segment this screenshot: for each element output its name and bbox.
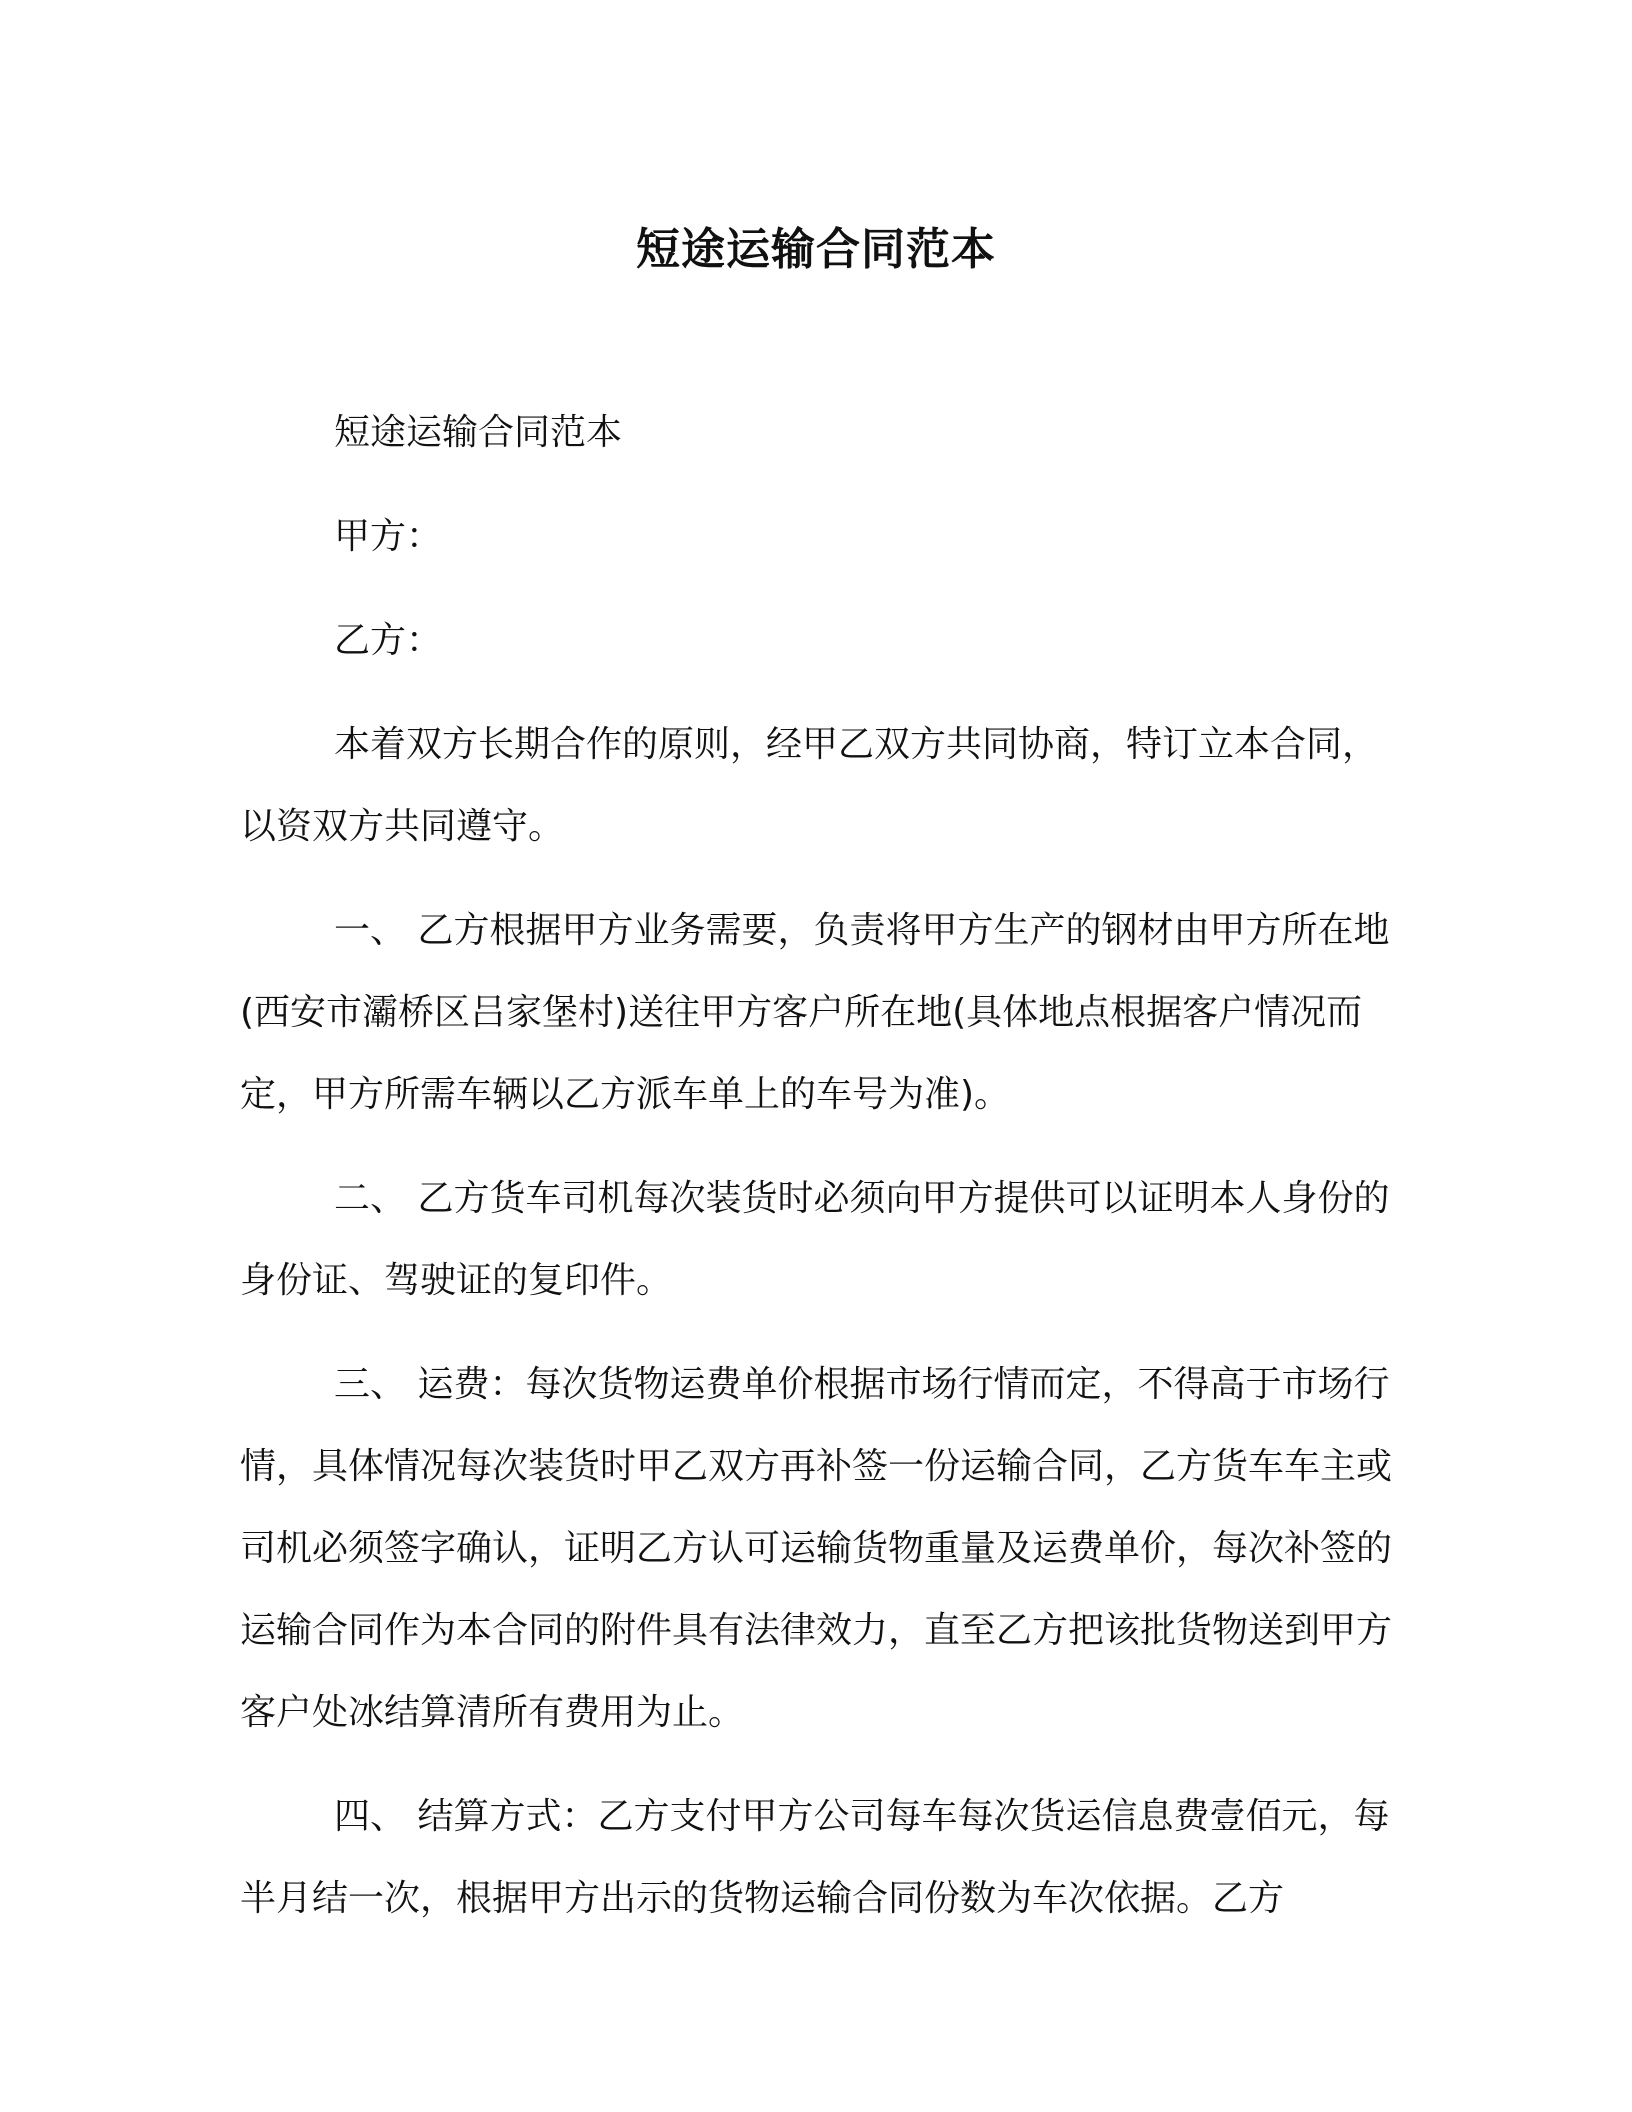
paragraph-clause-1: 一、 乙方根据甲方业务需要，负责将甲方生产的钢材由甲方所在地(西安市灞桥区吕家堡村)送往甲方客户所在地(具体地点根据客户情况而定，甲方所需车辆以乙方派车单上的车号为准)。 bbox=[240, 910, 1390, 1115]
paragraph-party-a: 甲方： bbox=[334, 516, 443, 557]
document-title: 短途运输合同范本 bbox=[636, 224, 996, 275]
document-body bbox=[240, 392, 1402, 1962]
paragraph-clause-2: 二、 乙方货车司机每次装货时必须向甲方提供可以证明本人身份的身份证、驾驶证的复印件。 bbox=[240, 1178, 1390, 1301]
paragraph-heading: 短途运输合同范本 bbox=[334, 412, 623, 453]
paragraph-clause-3: 三、 运费：每次货物运费单价根据市场行情而定，不得高于市场行情，具体情况每次装货时甲乙双方再补签一份运输合同，乙方货车车主或司机必须签字确认，证明乙方认可运输货物重量及运费单价，每次补签的运输合同作为本合同的附件具有法律效力，直至乙方把该批货物送到甲方客户处冰结算清所有费用为止。 bbox=[240, 1364, 1393, 1733]
paragraph-party-b: 乙方： bbox=[334, 620, 443, 661]
paragraph-clause-4: 四、 结算方式：乙方支付甲方公司每车每次货运信息费壹佰元，每半月结一次，根据甲方出示的货物运输合同份数为车次依据。乙方 bbox=[240, 1796, 1390, 1919]
paragraph-preamble: 本着双方长期合作的原则，经甲乙双方共同协商，特订立本合同，以资双方共同遵守。 bbox=[240, 724, 1379, 847]
